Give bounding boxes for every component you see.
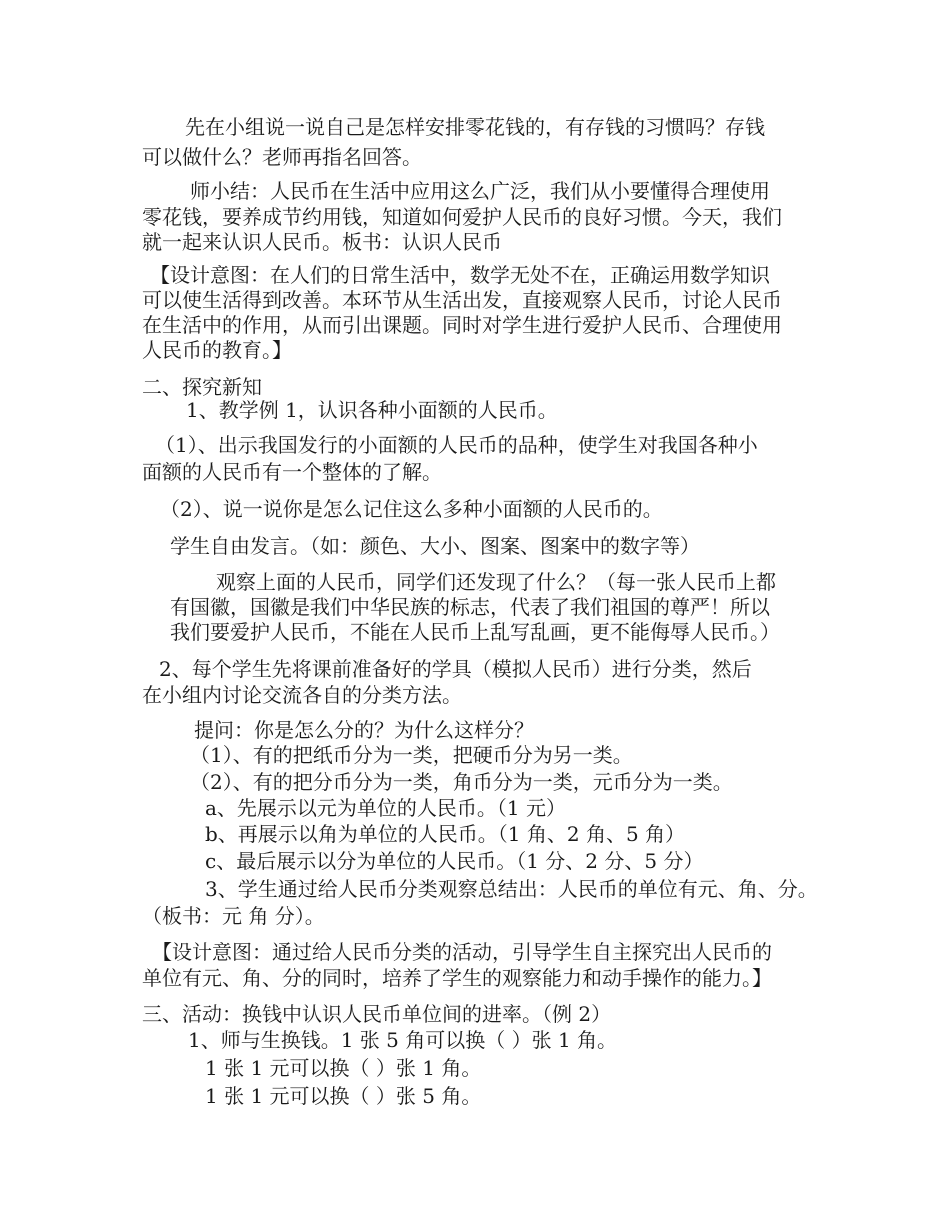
text-line: 1 张 1 元可以换（ ）张 5 角。 xyxy=(205,1084,482,1108)
text-line: （2）、有的把分币分为一类，角币分为一类，元币分为一类。 xyxy=(190,770,733,794)
text-line: 观察上面的人民币，同学们还发现了什么？（每一张人民币上都 xyxy=(216,570,776,594)
text-line: b、再展示以角为单位的人民币。（1 角、2 角、5 角） xyxy=(205,822,686,846)
text-line: 师小结：人民币在生活中应用这么广泛，我们从小要懂得合理使用 xyxy=(190,179,770,203)
text-line: 【设计意图：在人们的日常生活中，数学无处不在，正确运用数学知识 xyxy=(150,263,770,287)
text-line: 人民币的教育。】 xyxy=(142,338,292,362)
text-line: 提问：你是怎么分的？为什么这样分？ xyxy=(194,718,534,742)
text-line: 1、教学例 1，认识各种小面额的人民币。 xyxy=(186,398,558,422)
text-line: 【设计意图：通过给人民币分类的活动，引导学生自主探究出人民币的 xyxy=(152,940,772,964)
text-line: a、先展示以元为单位的人民币。（1 元） xyxy=(205,796,567,820)
text-line: c、最后展示以分为单位的人民币。（1 分、2 分、5 分） xyxy=(205,849,704,873)
text-line: 我们要爱护人民币，不能在人民币上乱写乱画，更不能侮辱人民币。） xyxy=(170,620,780,644)
text-line: 1、师与生换钱。1 张 5 角可以换（ ）张 1 角。 xyxy=(188,1028,618,1052)
section-heading: 三、活动：换钱中认识人民币单位间的进率。（例 2） xyxy=(142,1002,612,1026)
text-line: 2、每个学生先将课前准备好的学具（模拟人民币）进行分类，然后 xyxy=(159,657,752,681)
text-line: 1 张 1 元可以换（ ）张 1 角。 xyxy=(205,1056,482,1080)
text-line: 就一起来认识人民币。板书：认识人民币 xyxy=(142,230,502,254)
text-line: （板书：元 角 分）。 xyxy=(142,904,325,928)
text-line: 先在小组说一说自己是怎样安排零花钱的，有存钱的习惯吗？存钱 xyxy=(185,115,765,139)
text-line: 有国徽，国徽是我们中华民族的标志，代表了我们祖国的尊严！所以 xyxy=(170,595,770,619)
text-line: 单位有元、角、分的同时，培养了学生的观察能力和动手操作的能力。】 xyxy=(142,966,772,990)
text-line: 在小组内讨论交流各自的分类方法。 xyxy=(142,683,462,707)
text-line: 零花钱，要养成节约用钱，知道如何爱护人民币的良好习惯。今天，我们 xyxy=(142,205,782,229)
text-line: （2）、说一说你是怎么记住这么多种小面额的人民币的。 xyxy=(160,497,663,521)
text-line: 可以使生活得到改善。本环节从生活出发，直接观察人民币，讨论人民币 xyxy=(142,288,782,312)
text-line: 学生自由发言。（如：颜色、大小、图案、图案中的数字等） xyxy=(170,534,700,558)
text-line: （1）、有的把纸币分为一类，把硬币分为另一类。 xyxy=(190,743,633,767)
text-line: 可以做什么？老师再指名回答。 xyxy=(142,145,422,169)
section-heading: 二、探究新知 xyxy=(142,375,262,399)
text-line: 面额的人民币有一个整体的了解。 xyxy=(142,460,442,484)
text-line: （1）、出示我国发行的小面额的人民币的品种，使学生对我国各种小 xyxy=(155,433,758,457)
text-line: 在生活中的作用，从而引出课题。同时对学生进行爱护人民币、合理使用 xyxy=(142,313,782,337)
text-line: 3、学生通过给人民币分类观察总结出：人民币的单位有元、角、分。 xyxy=(205,877,818,901)
